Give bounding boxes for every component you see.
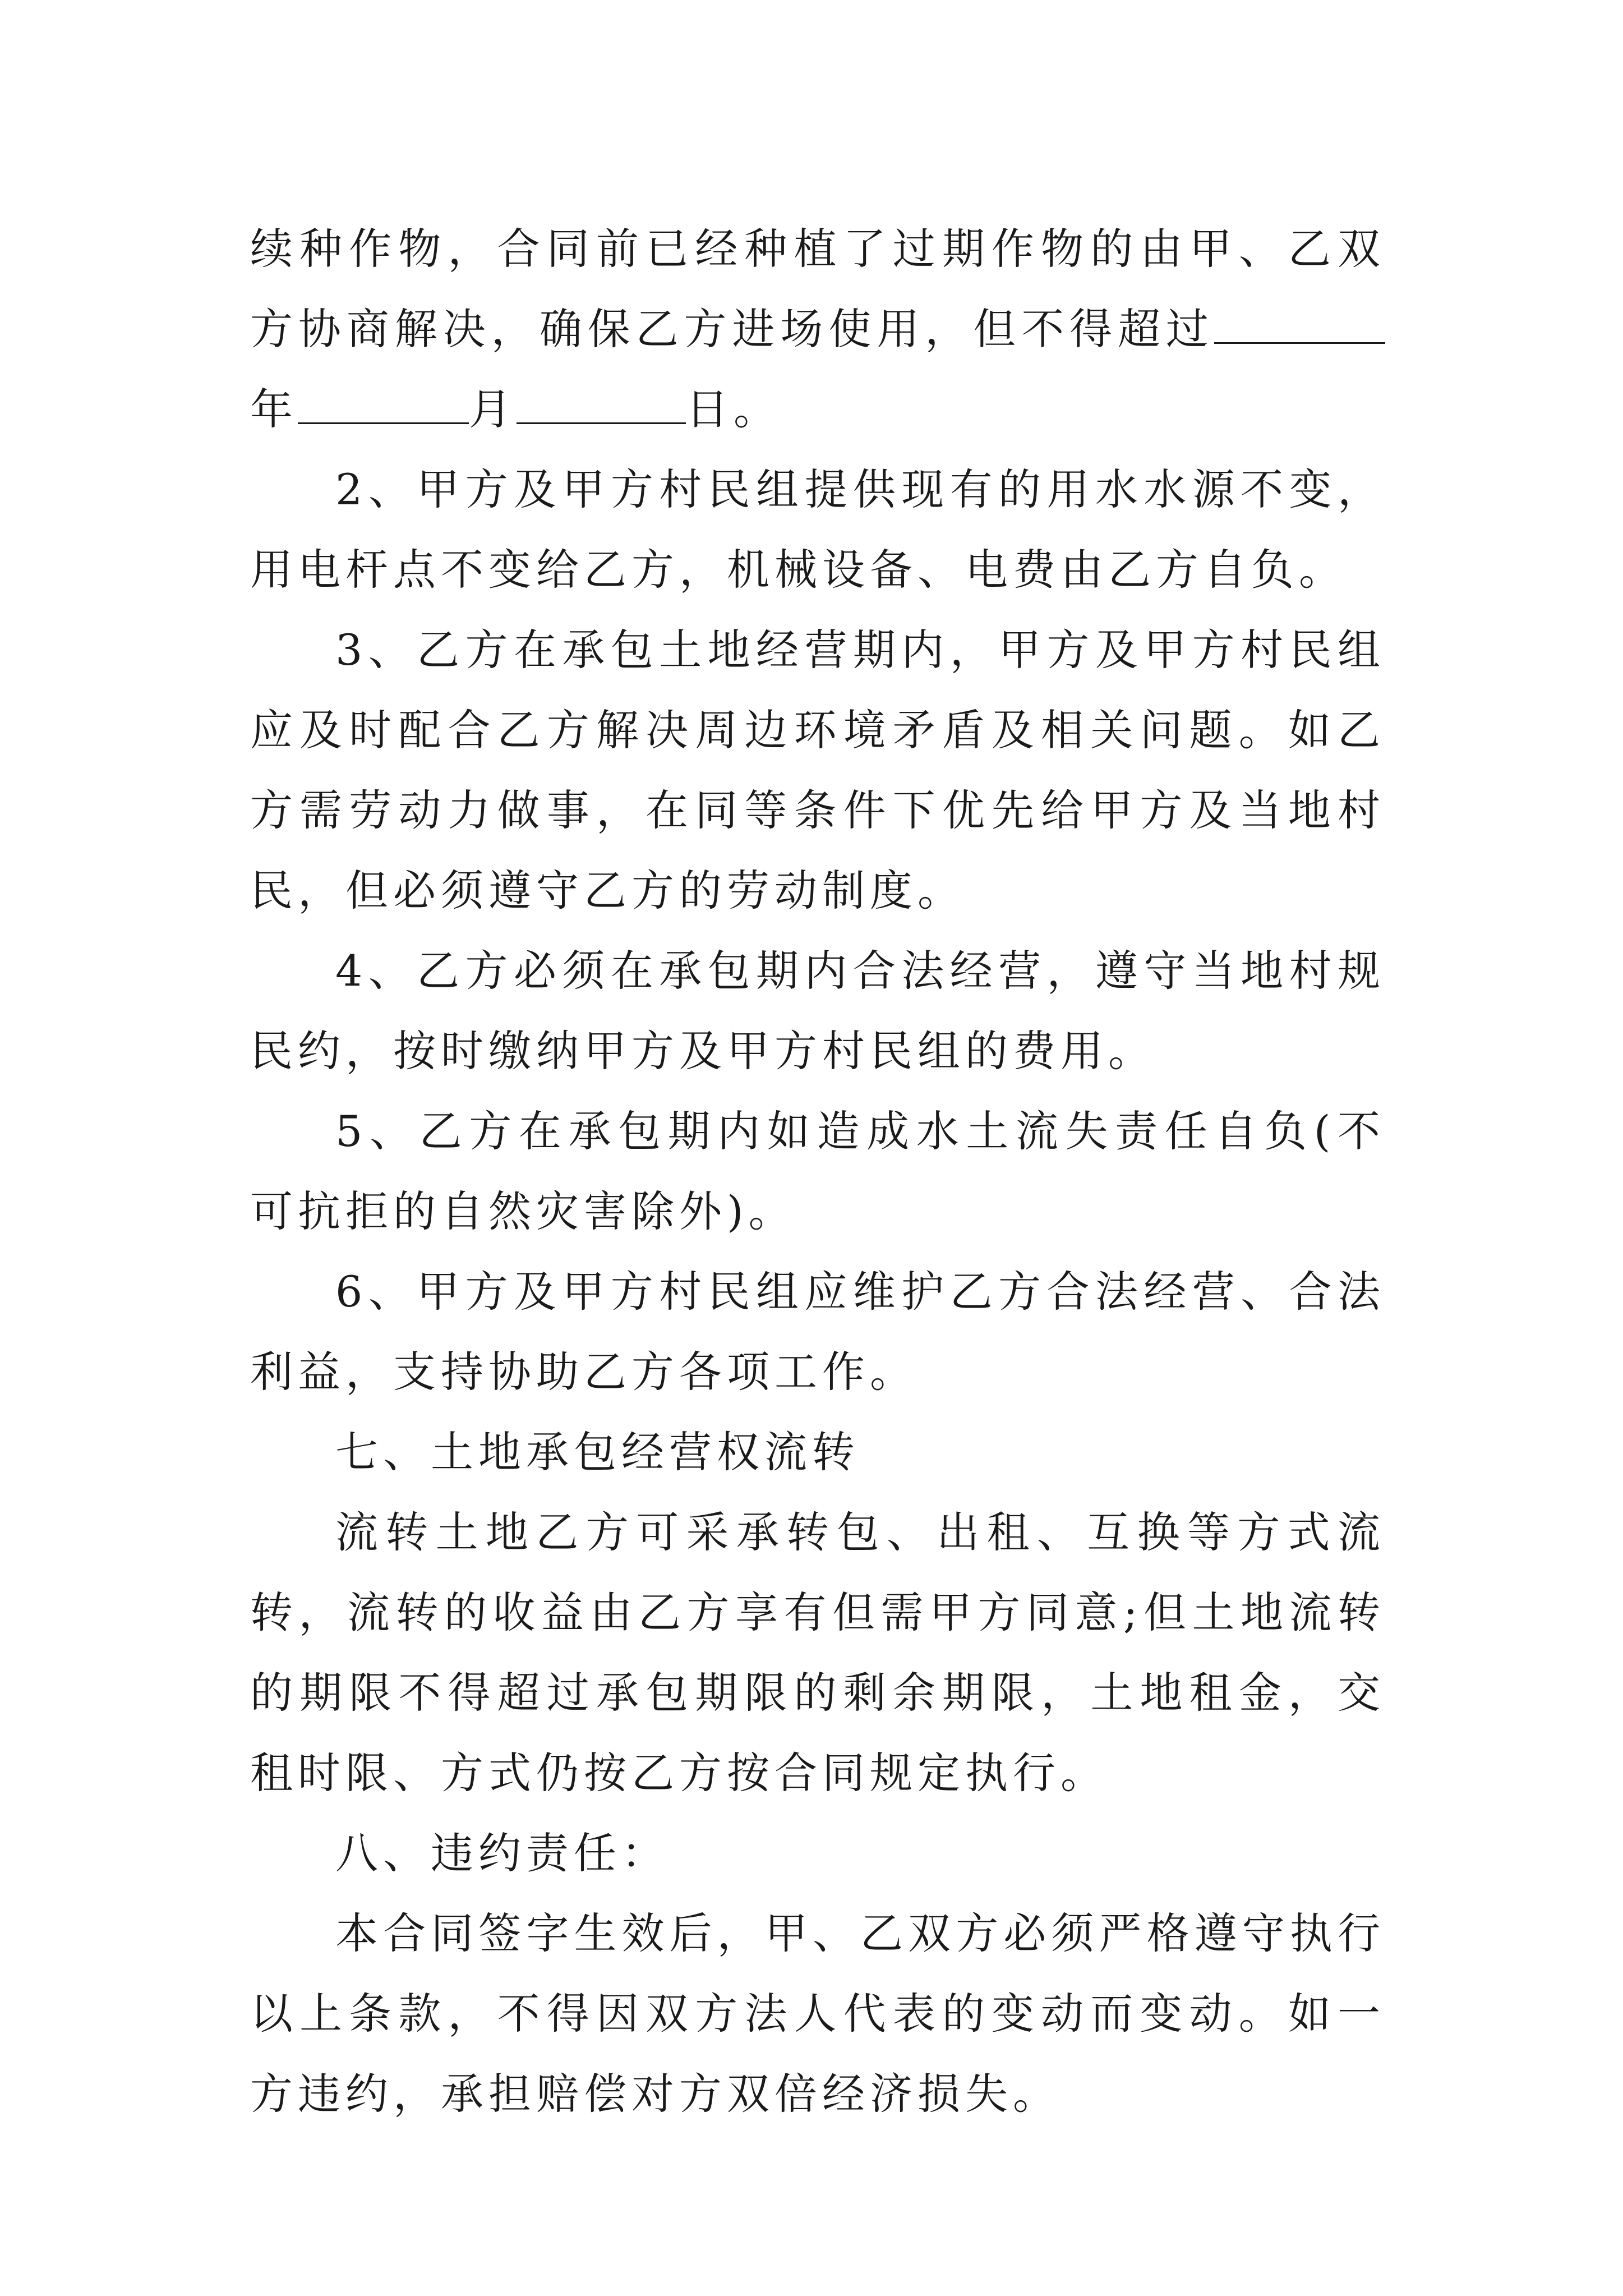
paragraph-item-3: 3、乙方在承包土地经营期内，甲方及甲方村民组应及时配合乙方解决周边环境矛盾及相关问题。如乙方需劳动力做事，在同等条件下优先给甲方及当地村民，但必须遵守乙方的劳动制度。 [250,625,1385,915]
day-blank [517,383,686,424]
paragraph-text: 续种作物，合同前已经种植了过期作物的由甲、乙双方协商解决，确保乙方进场使用，但不得超过 [250,224,1385,354]
paragraph-section-7: 流转土地乙方可采承转包、出租、互换等方式流转，流转的收益由乙方享有但需甲方同意;但土地流转的期限不得超过承包期限的剩余期限，土地租金，交租时限、方式仍按乙方按合同规定执行。 [250,1507,1385,1798]
month-blank [298,383,469,424]
document-body [250,209,1385,2134]
section-heading-8: 八、违约责任： [335,1828,669,1878]
paragraph-item-2: 2、甲方及甲方村民组提供现有的用水水源不变，用电杆点不变给乙方，机械设备、电费由乙方自负。 [250,464,1385,595]
year-label: 年 [250,384,298,434]
year-blank [1214,303,1385,344]
paragraph-item-4: 4、乙方必须在承包期内合法经营，遵守当地村规民约，按时缴纳甲方及甲方村民组的费用。 [250,946,1385,1076]
paragraph-item-6: 6、甲方及甲方村民组应维护乙方合法经营、合法利益，支持协助乙方各项工作。 [250,1267,1385,1397]
paragraph-section-8: 本合同签字生效后，甲、乙双方必须严格遵守执行以上条款，不得因双方法人代表的变动而变动。如一方违约，承担赔偿对方双倍经济损失。 [250,1908,1385,2119]
paragraph-crop-continuation [250,209,1385,449]
day-label: 日。 [686,384,781,434]
month-label: 月 [469,384,517,434]
paragraph-item-5: 5、乙方在承包期内如造成水土流失责任自负(不可抗拒的自然灾害除外)。 [250,1106,1385,1236]
section-heading-7: 七、土地承包经营权流转 [335,1427,860,1477]
